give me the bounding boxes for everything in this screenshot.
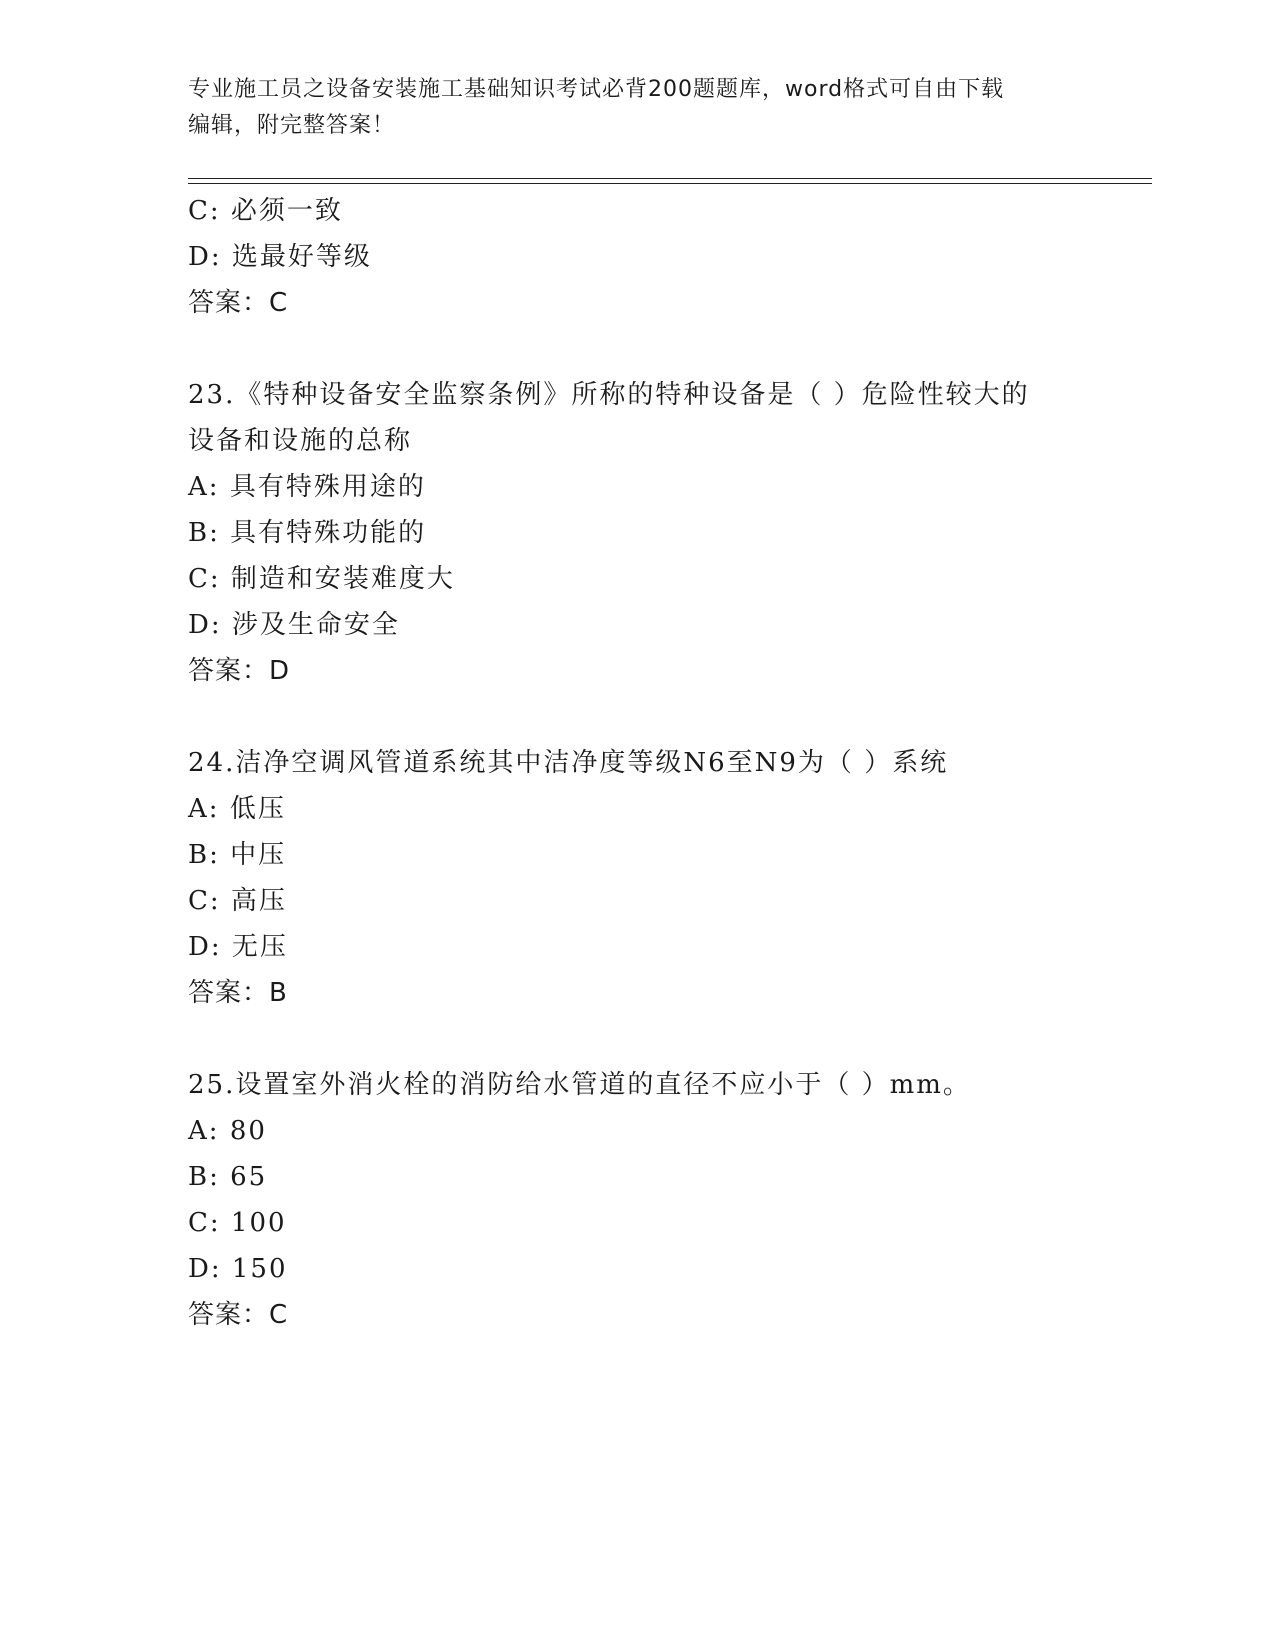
option-b: B: 65 — [188, 1162, 268, 1192]
option-d: D: 150 — [188, 1254, 288, 1284]
question-stem: 23.《特种设备安全监察条例》所称的特种设备是（ ）危险性较大的 — [188, 380, 1030, 410]
document-header — [188, 72, 1088, 144]
header-title-line-2: 编辑，附完整答案！ — [188, 113, 396, 138]
option-c: C: 制造和安装难度大 — [188, 564, 455, 594]
answer-line: 答案：C — [188, 288, 289, 318]
option-b: B: 中压 — [188, 840, 287, 870]
option-b: B: 具有特殊功能的 — [188, 518, 427, 548]
answer-line: 答案：B — [188, 978, 288, 1008]
question-list — [188, 188, 1152, 1338]
option-d: D: 涉及生命安全 — [188, 610, 400, 640]
option-c: C: 100 — [188, 1208, 287, 1238]
question-24 — [188, 740, 1152, 1016]
answer-line: 答案：D — [188, 656, 291, 686]
question-stem: 24.洁净空调风管道系统其中洁净度等级N6至N9为（ ）系统 — [188, 748, 949, 778]
option-c: C: 高压 — [188, 886, 287, 916]
question-23 — [188, 372, 1152, 694]
question-22-continued — [188, 188, 1152, 326]
header-divider-bottom — [188, 183, 1152, 184]
question-stem: 25.设置室外消火栓的消防给水管道的直径不应小于（ ）mm。 — [188, 1070, 971, 1100]
option-c: C: 必须一致 — [188, 196, 343, 226]
option-a: A: 具有特殊用途的 — [188, 472, 426, 502]
question-25 — [188, 1062, 1152, 1338]
answer-line: 答案：C — [188, 1300, 289, 1330]
header-title-line-1: 专业施工员之设备安装施工基础知识考试必背200题题库，word格式可自由下载 — [188, 77, 1005, 102]
header-divider-top — [188, 178, 1152, 179]
question-stem-cont: 设备和设施的总称 — [188, 426, 413, 456]
option-a: A: 80 — [188, 1116, 267, 1146]
option-d: D: 无压 — [188, 932, 288, 962]
option-d: D: 选最好等级 — [188, 242, 372, 272]
option-a: A: 低压 — [188, 794, 286, 824]
